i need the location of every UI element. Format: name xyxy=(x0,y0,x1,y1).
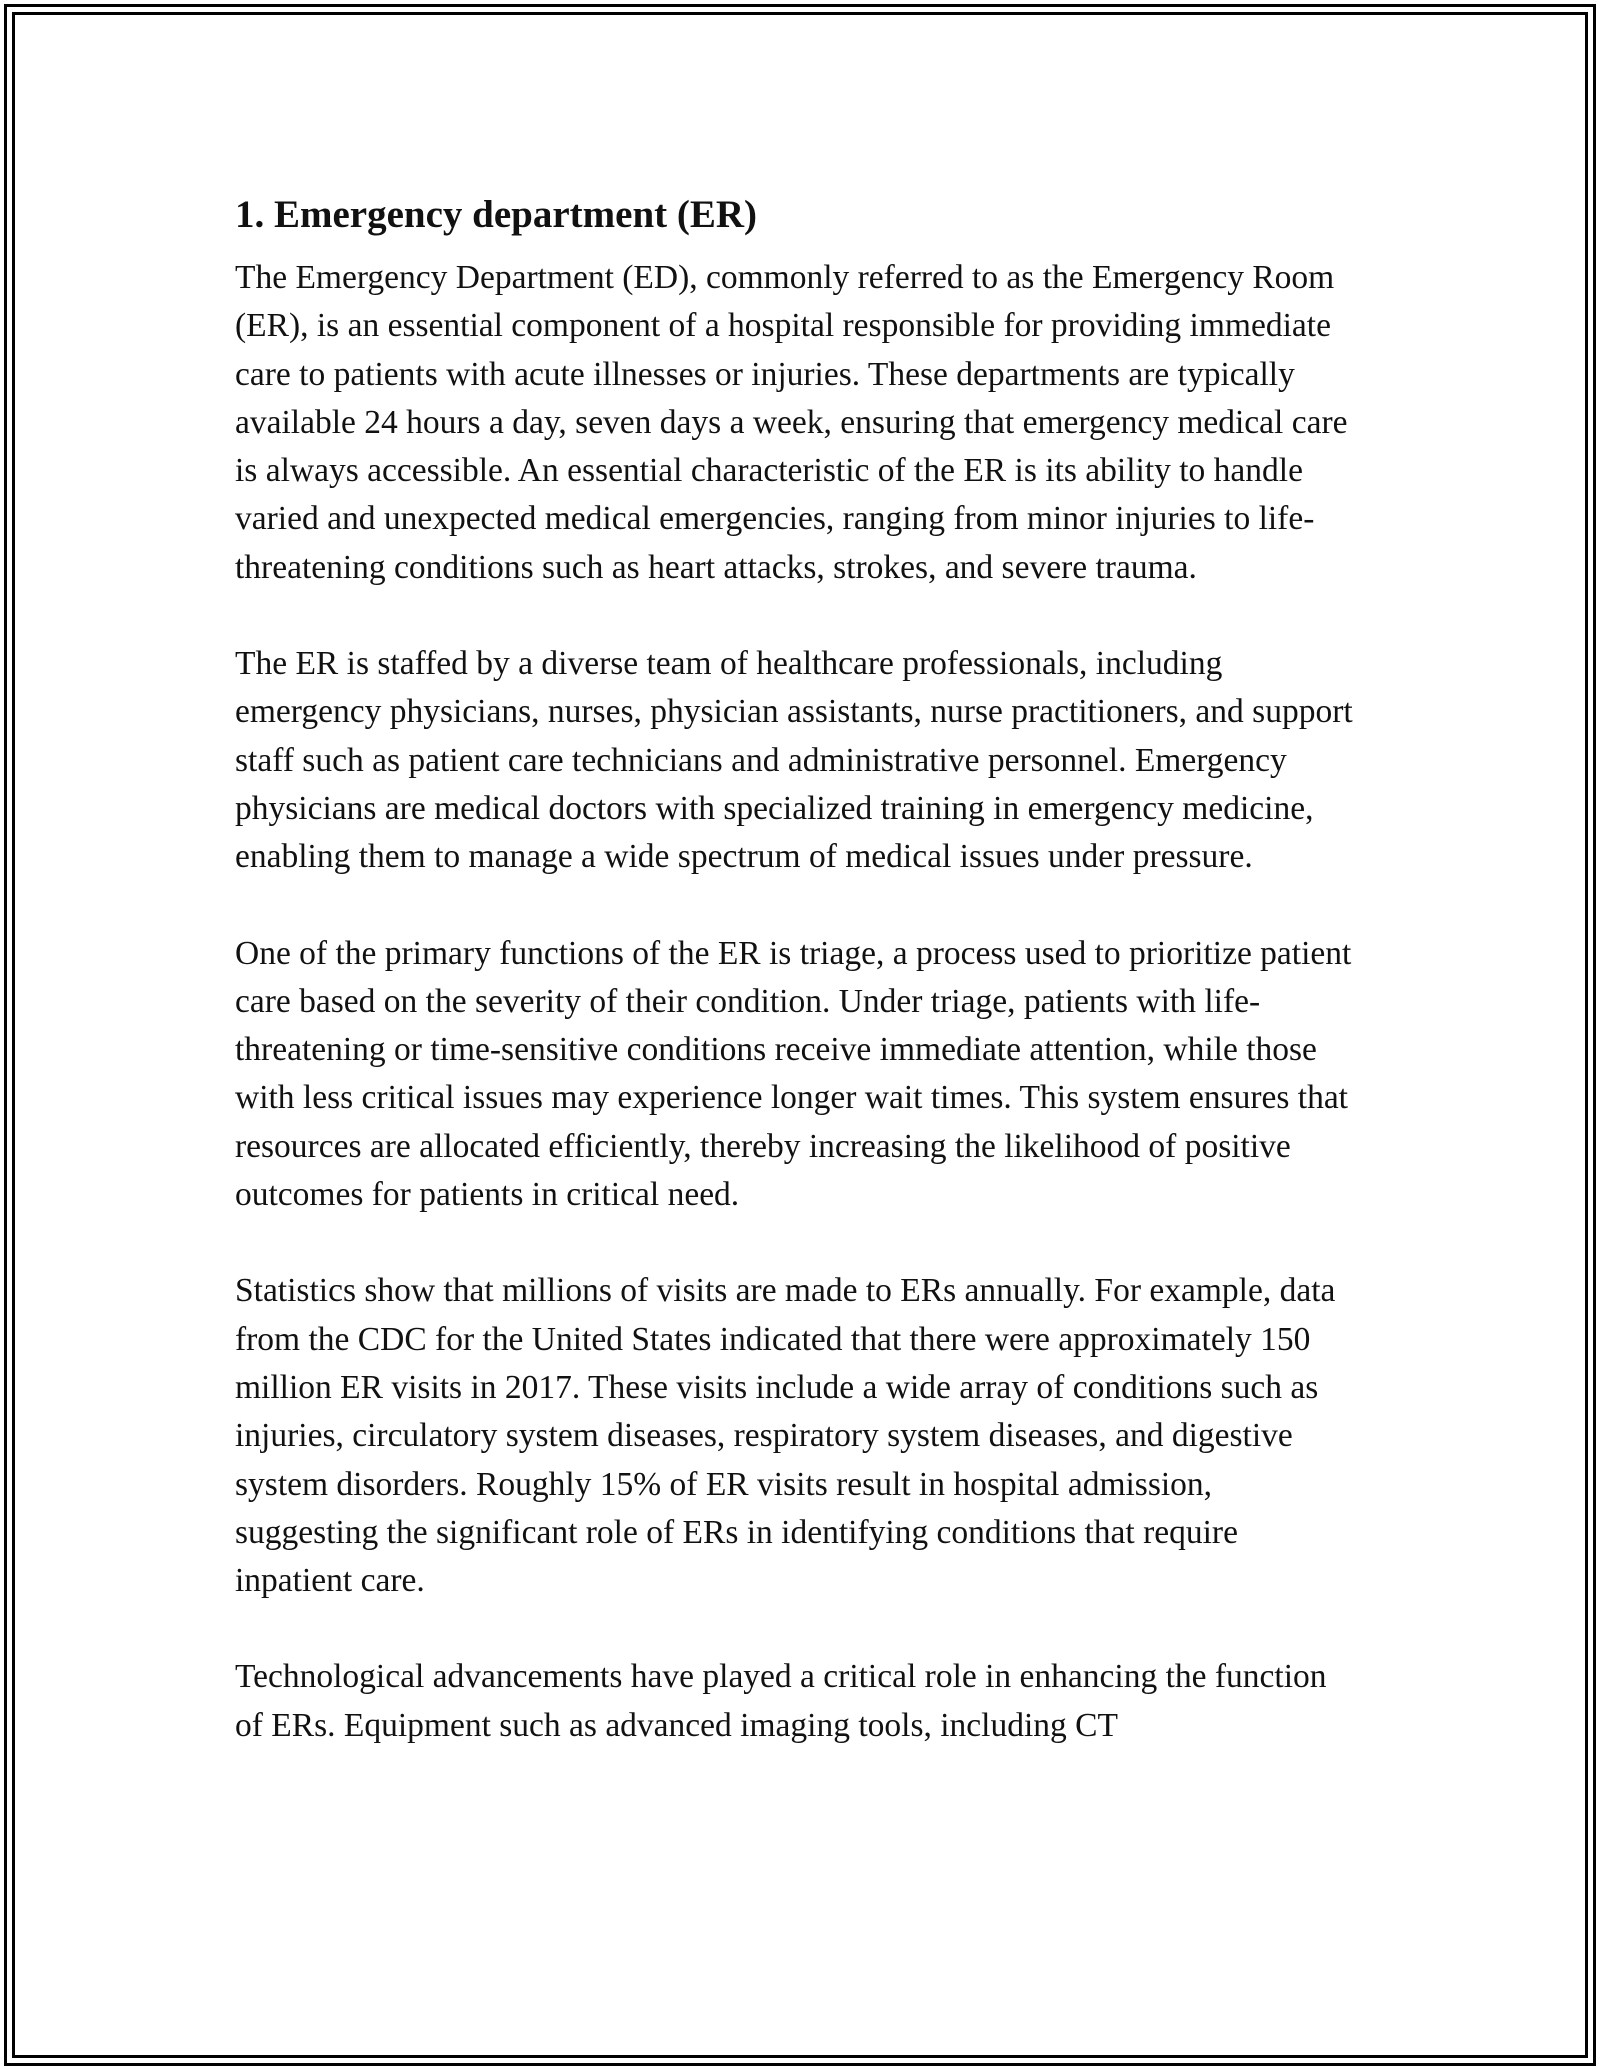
paragraph-statistics: Statistics show that millions of visits are made to ERs annually. For example, data from the CDC for the United States indicated that there were approximately 150 million ER visits in 2017. These visits include a wide array of conditions such as injuries, circulatory system diseases, respiratory system diseases, and digestive system disorders. Roughly 15% of ER visits result in hospital admission, suggesting the significant role of ERs in identifying conditions that require inpatient care. xyxy=(235,1272,1336,1600)
section-heading: 1. Emergency department (ER) xyxy=(235,193,758,236)
paragraph-staffing: The ER is staffed by a diverse team of healthcare professionals, including emergency physicians, nurses, physician assistants, nurse practitioners, and support staff such as patient care technicians and administrative personnel. Emergency physicians are medical doctors with specialized training in emergency medicine, enabling them to manage a wide spectrum of medical issues under pressure. xyxy=(235,645,1353,876)
paragraph-overview: The Emergency Department (ED), commonly referred to as the Emergency Room (ER), is an essential component of a hospital responsible for providing immediate care to patients with acute illnesses or injuries. These departments are typically available 24 hours a day, seven days a week, ensuring that emergency medical care is always accessible. An essential characteristic of the ER is its ability to handle varied and unexpected medical emergencies, ranging from minor injuries to life-threatening conditions such as heart attacks, strokes, and severe trauma. xyxy=(235,259,1348,586)
document-body xyxy=(235,190,1360,1750)
paragraph-triage: One of the primary functions of the ER is triage, a process used to prioritize patient care based on the severity of their condition. Under triage, patients with life-threatening or time-sensitive conditions receive immediate attention, while those with less critical issues may experience longer wait times. This system ensures that resources are allocated efficiently, thereby increasing the likelihood of positive outcomes for patients in critical need. xyxy=(235,934,1352,1214)
paragraph-technology: Technological advancements have played a critical role in enhancing the function of ERs. Equipment such as advanced imaging tools, including CT xyxy=(235,1658,1327,1744)
